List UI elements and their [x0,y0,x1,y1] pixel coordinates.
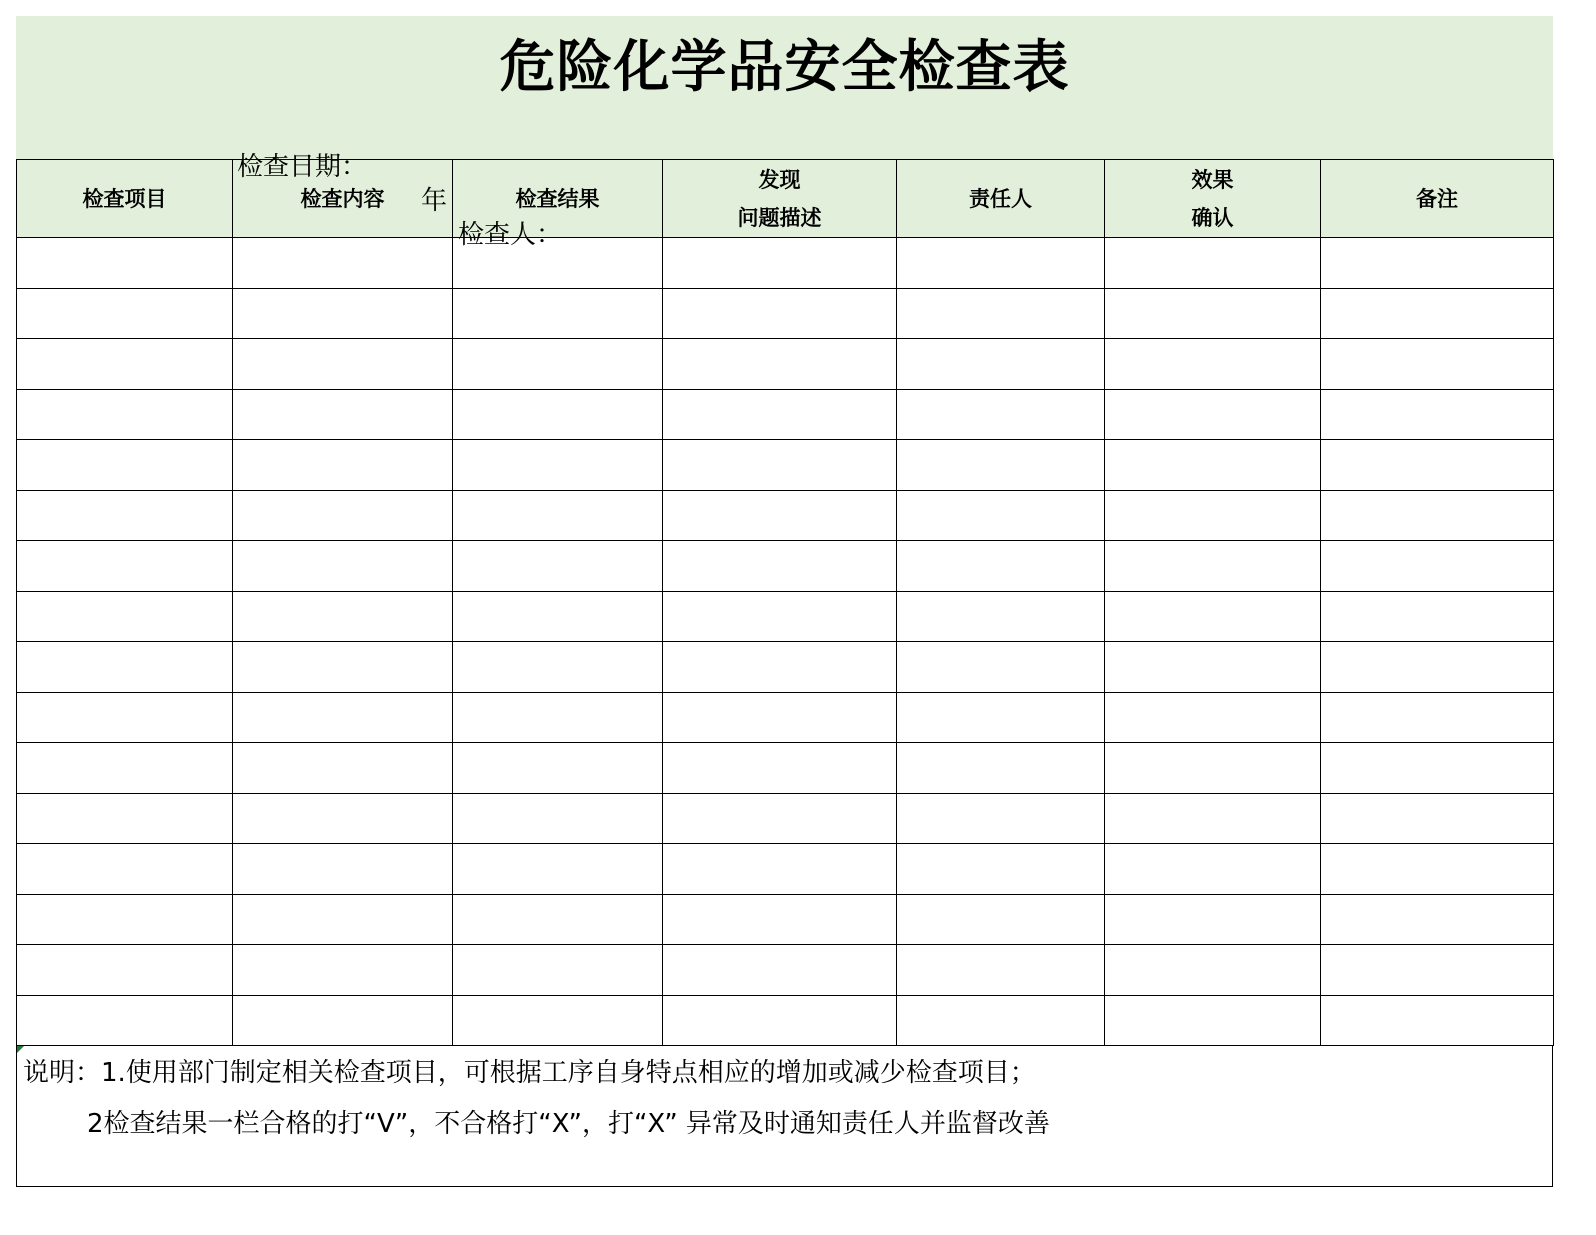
table-cell[interactable] [233,995,453,1046]
table-cell[interactable] [453,490,663,541]
table-cell[interactable] [1321,591,1554,642]
table-cell[interactable] [233,894,453,945]
table-cell[interactable] [1321,389,1554,440]
column-header-label: 检查项目 [82,186,167,211]
table-cell[interactable] [1105,591,1321,642]
table-cell[interactable] [453,894,663,945]
table-cell[interactable] [663,894,897,945]
table-cell[interactable] [233,541,453,592]
column-header-label: 发现 [758,167,801,192]
table-cell[interactable] [1321,642,1554,693]
table-cell[interactable] [453,692,663,743]
table-cell[interactable] [897,894,1105,945]
column-header-label: 效果 [1191,167,1234,192]
table-cell[interactable] [233,692,453,743]
column-header-label: 检查结果 [515,186,600,211]
table-row [17,692,1554,743]
table-cell[interactable] [663,440,897,491]
note-line-1: 说明：1.使用部门制定相关检查项目，可根据工序自身特点相应的增加或减少检查项目； [23,1058,1036,1088]
table-cell[interactable] [233,591,453,642]
table-cell[interactable] [897,995,1105,1046]
table-cell[interactable] [897,793,1105,844]
table-cell[interactable] [1105,389,1321,440]
table-cell[interactable] [233,490,453,541]
table-cell[interactable] [663,591,897,642]
table-cell[interactable] [1105,793,1321,844]
table-cell[interactable] [233,389,453,440]
table-cell[interactable] [663,389,897,440]
table-cell[interactable] [1321,238,1554,289]
table-cell[interactable] [1105,692,1321,743]
table-cell[interactable] [17,743,233,794]
table-cell[interactable] [233,642,453,693]
table-cell[interactable] [1321,339,1554,390]
table-row [17,995,1554,1046]
table-cell[interactable] [17,339,233,390]
table-cell[interactable] [663,793,897,844]
table-cell[interactable] [663,844,897,895]
table-row [17,591,1554,642]
table-cell[interactable] [1105,995,1321,1046]
table-cell[interactable] [233,743,453,794]
table-cell[interactable] [453,389,663,440]
table-cell[interactable] [897,591,1105,642]
table-row [17,894,1554,945]
table-cell[interactable] [233,844,453,895]
table-cell[interactable] [233,945,453,996]
table-cell[interactable] [17,692,233,743]
table-cell[interactable] [1321,945,1554,996]
table-cell[interactable] [897,288,1105,339]
table-cell[interactable] [1321,793,1554,844]
note-line-2: 2检查结果一栏合格的打“V”，不合格打“X”，打“X” 异常及时通知责任人并监督改善 [87,1109,1050,1139]
column-header-label: 责任人 [969,186,1032,211]
table-cell[interactable] [453,793,663,844]
table-cell[interactable] [663,642,897,693]
table-cell[interactable] [1321,995,1554,1046]
table-cell[interactable] [1105,894,1321,945]
column-header-label: 检查内容 [300,186,385,211]
table-row [17,945,1554,996]
table-row [17,541,1554,592]
table-row [17,389,1554,440]
table-cell[interactable] [897,389,1105,440]
table-cell[interactable] [17,288,233,339]
table-cell[interactable] [1105,642,1321,693]
notes-box [16,1046,1553,1187]
column-header-label-line2: 问题描述 [737,205,822,230]
table-cell[interactable] [233,440,453,491]
inspector-label: 检查人： [458,220,563,250]
column-header [663,160,897,238]
table-cell[interactable] [17,591,233,642]
table-cell[interactable] [1105,440,1321,491]
table-cell[interactable] [233,793,453,844]
table-cell[interactable] [897,692,1105,743]
table-cell[interactable] [453,541,663,592]
table-row [17,844,1554,895]
table-cell[interactable] [897,490,1105,541]
column-header-label: 备注 [1416,186,1458,211]
table-cell[interactable] [17,995,233,1046]
table-cell[interactable] [17,490,233,541]
table-cell[interactable] [1105,541,1321,592]
inspection-date-label: 检查日期： [237,152,368,182]
table-cell[interactable] [233,339,453,390]
table-cell[interactable] [453,591,663,642]
table-cell[interactable] [663,238,897,289]
table-cell[interactable] [1321,288,1554,339]
year-label: 年 [421,186,448,216]
table-row [17,743,1554,794]
table-cell[interactable] [1105,743,1321,794]
table-cell[interactable] [663,692,897,743]
table-cell[interactable] [1105,238,1321,289]
table-cell[interactable] [663,490,897,541]
table-cell[interactable] [1105,490,1321,541]
table-cell[interactable] [663,995,897,1046]
table-cell[interactable] [897,945,1105,996]
table-cell[interactable] [897,743,1105,794]
table-cell[interactable] [663,945,897,996]
table-cell[interactable] [17,844,233,895]
table-cell[interactable] [663,339,897,390]
table-cell[interactable] [1321,844,1554,895]
table-row [17,339,1554,390]
table-row [17,288,1554,339]
table-cell[interactable] [897,541,1105,592]
table-cell[interactable] [897,440,1105,491]
table-cell[interactable] [1105,844,1321,895]
table-cell[interactable] [233,288,453,339]
table-cell[interactable] [1321,440,1554,491]
table-cell[interactable] [897,238,1105,289]
table-row [17,238,1554,289]
inspection-table [16,159,1554,1046]
table-cell[interactable] [453,339,663,390]
column-header [1105,160,1321,238]
table-cell[interactable] [453,945,663,996]
table-body [17,238,1554,1046]
table-cell[interactable] [233,238,453,289]
table-cell[interactable] [1105,945,1321,996]
table-cell[interactable] [453,288,663,339]
table-cell[interactable] [453,995,663,1046]
table-cell[interactable] [1105,288,1321,339]
table-cell[interactable] [897,339,1105,390]
table-row [17,642,1554,693]
table-cell[interactable] [1321,692,1554,743]
table-cell[interactable] [663,743,897,794]
table-cell[interactable] [1321,743,1554,794]
table-cell[interactable] [17,440,233,491]
column-header-label-line2: 确认 [1191,205,1234,230]
table-cell[interactable] [453,642,663,693]
table-cell[interactable] [663,288,897,339]
table-cell[interactable] [453,440,663,491]
table-row [17,490,1554,541]
table-cell[interactable] [1105,339,1321,390]
table-cell[interactable] [453,844,663,895]
inspection-sheet [16,16,1553,1187]
table-cell[interactable] [17,945,233,996]
table-row [17,793,1554,844]
table-cell[interactable] [17,389,233,440]
table-cell[interactable] [1321,490,1554,541]
table-cell[interactable] [17,793,233,844]
table-cell[interactable] [1321,541,1554,592]
column-header [897,160,1105,238]
sheet-title: 危险化学品安全检查表 [499,35,1070,100]
table-cell[interactable] [897,642,1105,693]
table-cell[interactable] [663,541,897,592]
table-cell[interactable] [1321,894,1554,945]
table-cell[interactable] [17,894,233,945]
column-header [1321,160,1554,238]
table-cell[interactable] [897,844,1105,895]
table-cell[interactable] [453,743,663,794]
table-cell[interactable] [17,642,233,693]
table-cell[interactable] [17,541,233,592]
table-row [17,440,1554,491]
